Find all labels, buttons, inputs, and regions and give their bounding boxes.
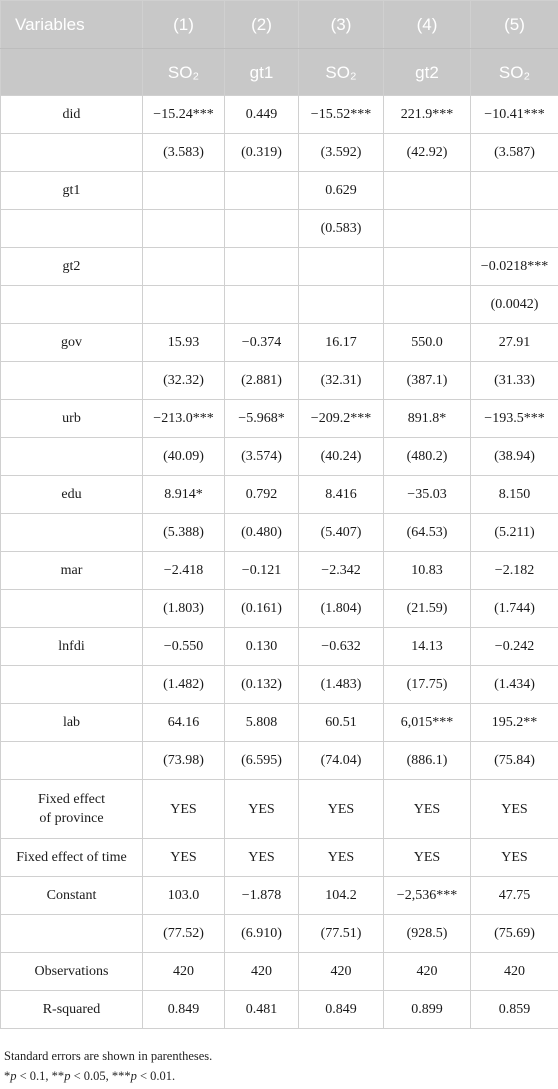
table-cell: YES: [299, 839, 384, 877]
row-label: [1, 438, 143, 476]
table-cell: −0.0218***: [471, 248, 558, 286]
table-cell: [225, 248, 299, 286]
table-cell: (5.388): [143, 514, 225, 552]
table-row: [1, 172, 558, 210]
table-row: [1, 991, 558, 1029]
table-cell: (75.84): [471, 742, 558, 780]
table-cell: YES: [225, 780, 299, 839]
row-label: [1, 362, 143, 400]
table-cell: [225, 210, 299, 248]
table-row: [1, 400, 558, 438]
table-cell: −2,536***: [384, 877, 471, 915]
table-cell: −0.242: [471, 628, 558, 666]
table-cell: −0.374: [225, 324, 299, 362]
table-cell: 195.2**: [471, 704, 558, 742]
row-label: edu: [1, 476, 143, 514]
row-label: [1, 915, 143, 953]
table-cell: 8.150: [471, 476, 558, 514]
table-cell: 0.629: [299, 172, 384, 210]
row-label: Fixed effect of province: [1, 780, 143, 839]
table-cell: 891.8*: [384, 400, 471, 438]
table-cell: [299, 248, 384, 286]
table-cell: 420: [225, 953, 299, 991]
table-cell: 8.914*: [143, 476, 225, 514]
table-cell: (1.804): [299, 590, 384, 628]
row-label: [1, 286, 143, 324]
table-cell: [299, 286, 384, 324]
table-cell: [143, 286, 225, 324]
row-label: lab: [1, 704, 143, 742]
table-row: [1, 286, 558, 324]
table-cell: (6.910): [225, 915, 299, 953]
row-label: gt1: [1, 172, 143, 210]
table-cell: 14.13: [384, 628, 471, 666]
row-label: [1, 514, 143, 552]
header-row-dependent: [1, 49, 558, 96]
table-cell: −1.878: [225, 877, 299, 915]
table-cell: (17.75): [384, 666, 471, 704]
header-model-1: (1): [143, 1, 225, 49]
table-cell: (77.52): [143, 915, 225, 953]
table-row: [1, 96, 558, 134]
table-row: [1, 210, 558, 248]
table-cell: (77.51): [299, 915, 384, 953]
header-dep-5: SO₂: [471, 49, 558, 96]
table-row: [1, 780, 558, 839]
table-cell: 8.416: [299, 476, 384, 514]
table-cell: 0.792: [225, 476, 299, 514]
table-cell: −0.121: [225, 552, 299, 590]
table-row: [1, 324, 558, 362]
table-cell: YES: [143, 839, 225, 877]
table-cell: [384, 210, 471, 248]
table-header: [1, 1, 558, 96]
row-label: R-squared: [1, 991, 143, 1029]
table-cell: YES: [225, 839, 299, 877]
table-cell: YES: [299, 780, 384, 839]
row-label: [1, 134, 143, 172]
table-cell: (42.92): [384, 134, 471, 172]
table-cell: −209.2***: [299, 400, 384, 438]
table-cell: 420: [384, 953, 471, 991]
table-row: [1, 628, 558, 666]
table-cell: [471, 172, 558, 210]
table-cell: YES: [143, 780, 225, 839]
table-cell: 420: [143, 953, 225, 991]
row-label: did: [1, 96, 143, 134]
row-label: gt2: [1, 248, 143, 286]
table-row: [1, 476, 558, 514]
row-label: [1, 742, 143, 780]
table-cell: −15.52***: [299, 96, 384, 134]
table-cell: 16.17: [299, 324, 384, 362]
header-dep-2: gt1: [225, 49, 299, 96]
table-row: [1, 590, 558, 628]
table-row: [1, 704, 558, 742]
table-cell: (75.69): [471, 915, 558, 953]
table-cell: [384, 172, 471, 210]
table-cell: [471, 210, 558, 248]
table-cell: [225, 172, 299, 210]
table-cell: −2.418: [143, 552, 225, 590]
table-cell: 0.130: [225, 628, 299, 666]
notes-significance: *p < 0.1, **p < 0.05, ***p < 0.01.: [4, 1069, 176, 1083]
table-cell: −2.342: [299, 552, 384, 590]
table-cell: (3.583): [143, 134, 225, 172]
table-cell: −35.03: [384, 476, 471, 514]
table-row: [1, 915, 558, 953]
table-row: [1, 666, 558, 704]
table-body: [1, 96, 558, 1029]
table-cell: (32.31): [299, 362, 384, 400]
header-variables: Variables: [1, 1, 143, 49]
header-model-3: (3): [299, 1, 384, 49]
table-row: [1, 514, 558, 552]
table-row: [1, 362, 558, 400]
row-label: Constant: [1, 877, 143, 915]
table-cell: (1.483): [299, 666, 384, 704]
table-cell: (928.5): [384, 915, 471, 953]
table-cell: 27.91: [471, 324, 558, 362]
table-cell: 15.93: [143, 324, 225, 362]
row-label: [1, 590, 143, 628]
table-cell: 420: [471, 953, 558, 991]
table-cell: YES: [471, 839, 558, 877]
table-cell: (32.32): [143, 362, 225, 400]
table-cell: −5.968*: [225, 400, 299, 438]
table-cell: (0.480): [225, 514, 299, 552]
table-cell: [384, 286, 471, 324]
table-cell: (21.59): [384, 590, 471, 628]
table-cell: (38.94): [471, 438, 558, 476]
table-cell: 0.449: [225, 96, 299, 134]
table-cell: (5.211): [471, 514, 558, 552]
table-cell: −193.5***: [471, 400, 558, 438]
table-cell: [143, 210, 225, 248]
header-dep-3: SO₂: [299, 49, 384, 96]
table-row: [1, 134, 558, 172]
table-cell: (5.407): [299, 514, 384, 552]
table-cell: [143, 248, 225, 286]
table-cell: (0.161): [225, 590, 299, 628]
header-dep-4: gt2: [384, 49, 471, 96]
table-row: [1, 953, 558, 991]
row-label: urb: [1, 400, 143, 438]
table-cell: (40.24): [299, 438, 384, 476]
table-cell: [384, 248, 471, 286]
table-cell: −2.182: [471, 552, 558, 590]
table-cell: (3.592): [299, 134, 384, 172]
table-cell: (73.98): [143, 742, 225, 780]
table-cell: (1.744): [471, 590, 558, 628]
header-dep-1: SO₂: [143, 49, 225, 96]
table-cell: (0.319): [225, 134, 299, 172]
table-cell: (1.482): [143, 666, 225, 704]
table-cell: (886.1): [384, 742, 471, 780]
table-notes: [4, 1046, 212, 1086]
table-cell: 104.2: [299, 877, 384, 915]
notes-standard-errors: Standard errors are shown in parentheses.: [4, 1049, 213, 1063]
table-cell: 550.0: [384, 324, 471, 362]
table-row: [1, 877, 558, 915]
table-cell: (0.0042): [471, 286, 558, 324]
table-cell: (40.09): [143, 438, 225, 476]
table-cell: (0.132): [225, 666, 299, 704]
table-cell: (1.803): [143, 590, 225, 628]
row-label: lnfdi: [1, 628, 143, 666]
table-cell: (64.53): [384, 514, 471, 552]
table-cell: 60.51: [299, 704, 384, 742]
table-cell: (3.587): [471, 134, 558, 172]
row-label: gov: [1, 324, 143, 362]
table-row: [1, 839, 558, 877]
table-cell: 0.859: [471, 991, 558, 1029]
table-cell: (387.1): [384, 362, 471, 400]
row-label: mar: [1, 552, 143, 590]
header-model-5: (5): [471, 1, 558, 49]
table-cell: (1.434): [471, 666, 558, 704]
table-cell: 221.9***: [384, 96, 471, 134]
table-cell: (31.33): [471, 362, 558, 400]
table-cell: (3.574): [225, 438, 299, 476]
header-model-4: (4): [384, 1, 471, 49]
table-cell: 420: [299, 953, 384, 991]
table-cell: 64.16: [143, 704, 225, 742]
row-label: [1, 210, 143, 248]
table-row: [1, 742, 558, 780]
row-label: [1, 666, 143, 704]
table-cell: −0.632: [299, 628, 384, 666]
table-cell: YES: [384, 839, 471, 877]
table-cell: (480.2): [384, 438, 471, 476]
row-label: Fixed effect of time: [1, 839, 143, 877]
table-cell: [225, 286, 299, 324]
table-cell: 0.849: [143, 991, 225, 1029]
table-cell: 0.849: [299, 991, 384, 1029]
table-cell: (0.583): [299, 210, 384, 248]
row-label: Observations: [1, 953, 143, 991]
table-cell: YES: [471, 780, 558, 839]
header-blank: [1, 49, 143, 96]
table-cell: YES: [384, 780, 471, 839]
table-cell: −0.550: [143, 628, 225, 666]
table-cell: 47.75: [471, 877, 558, 915]
table-cell: [143, 172, 225, 210]
table-cell: 5.808: [225, 704, 299, 742]
table-cell: −213.0***: [143, 400, 225, 438]
table-cell: 0.899: [384, 991, 471, 1029]
table-cell: −15.24***: [143, 96, 225, 134]
table-cell: (74.04): [299, 742, 384, 780]
table-row: [1, 438, 558, 476]
table-cell: 10.83: [384, 552, 471, 590]
table-cell: 6,015***: [384, 704, 471, 742]
header-row-models: [1, 1, 558, 49]
table-cell: (2.881): [225, 362, 299, 400]
header-model-2: (2): [225, 1, 299, 49]
table-cell: 0.481: [225, 991, 299, 1029]
table-row: [1, 552, 558, 590]
table-row: [1, 248, 558, 286]
table-cell: (6.595): [225, 742, 299, 780]
table-cell: 103.0: [143, 877, 225, 915]
table-cell: −10.41***: [471, 96, 558, 134]
